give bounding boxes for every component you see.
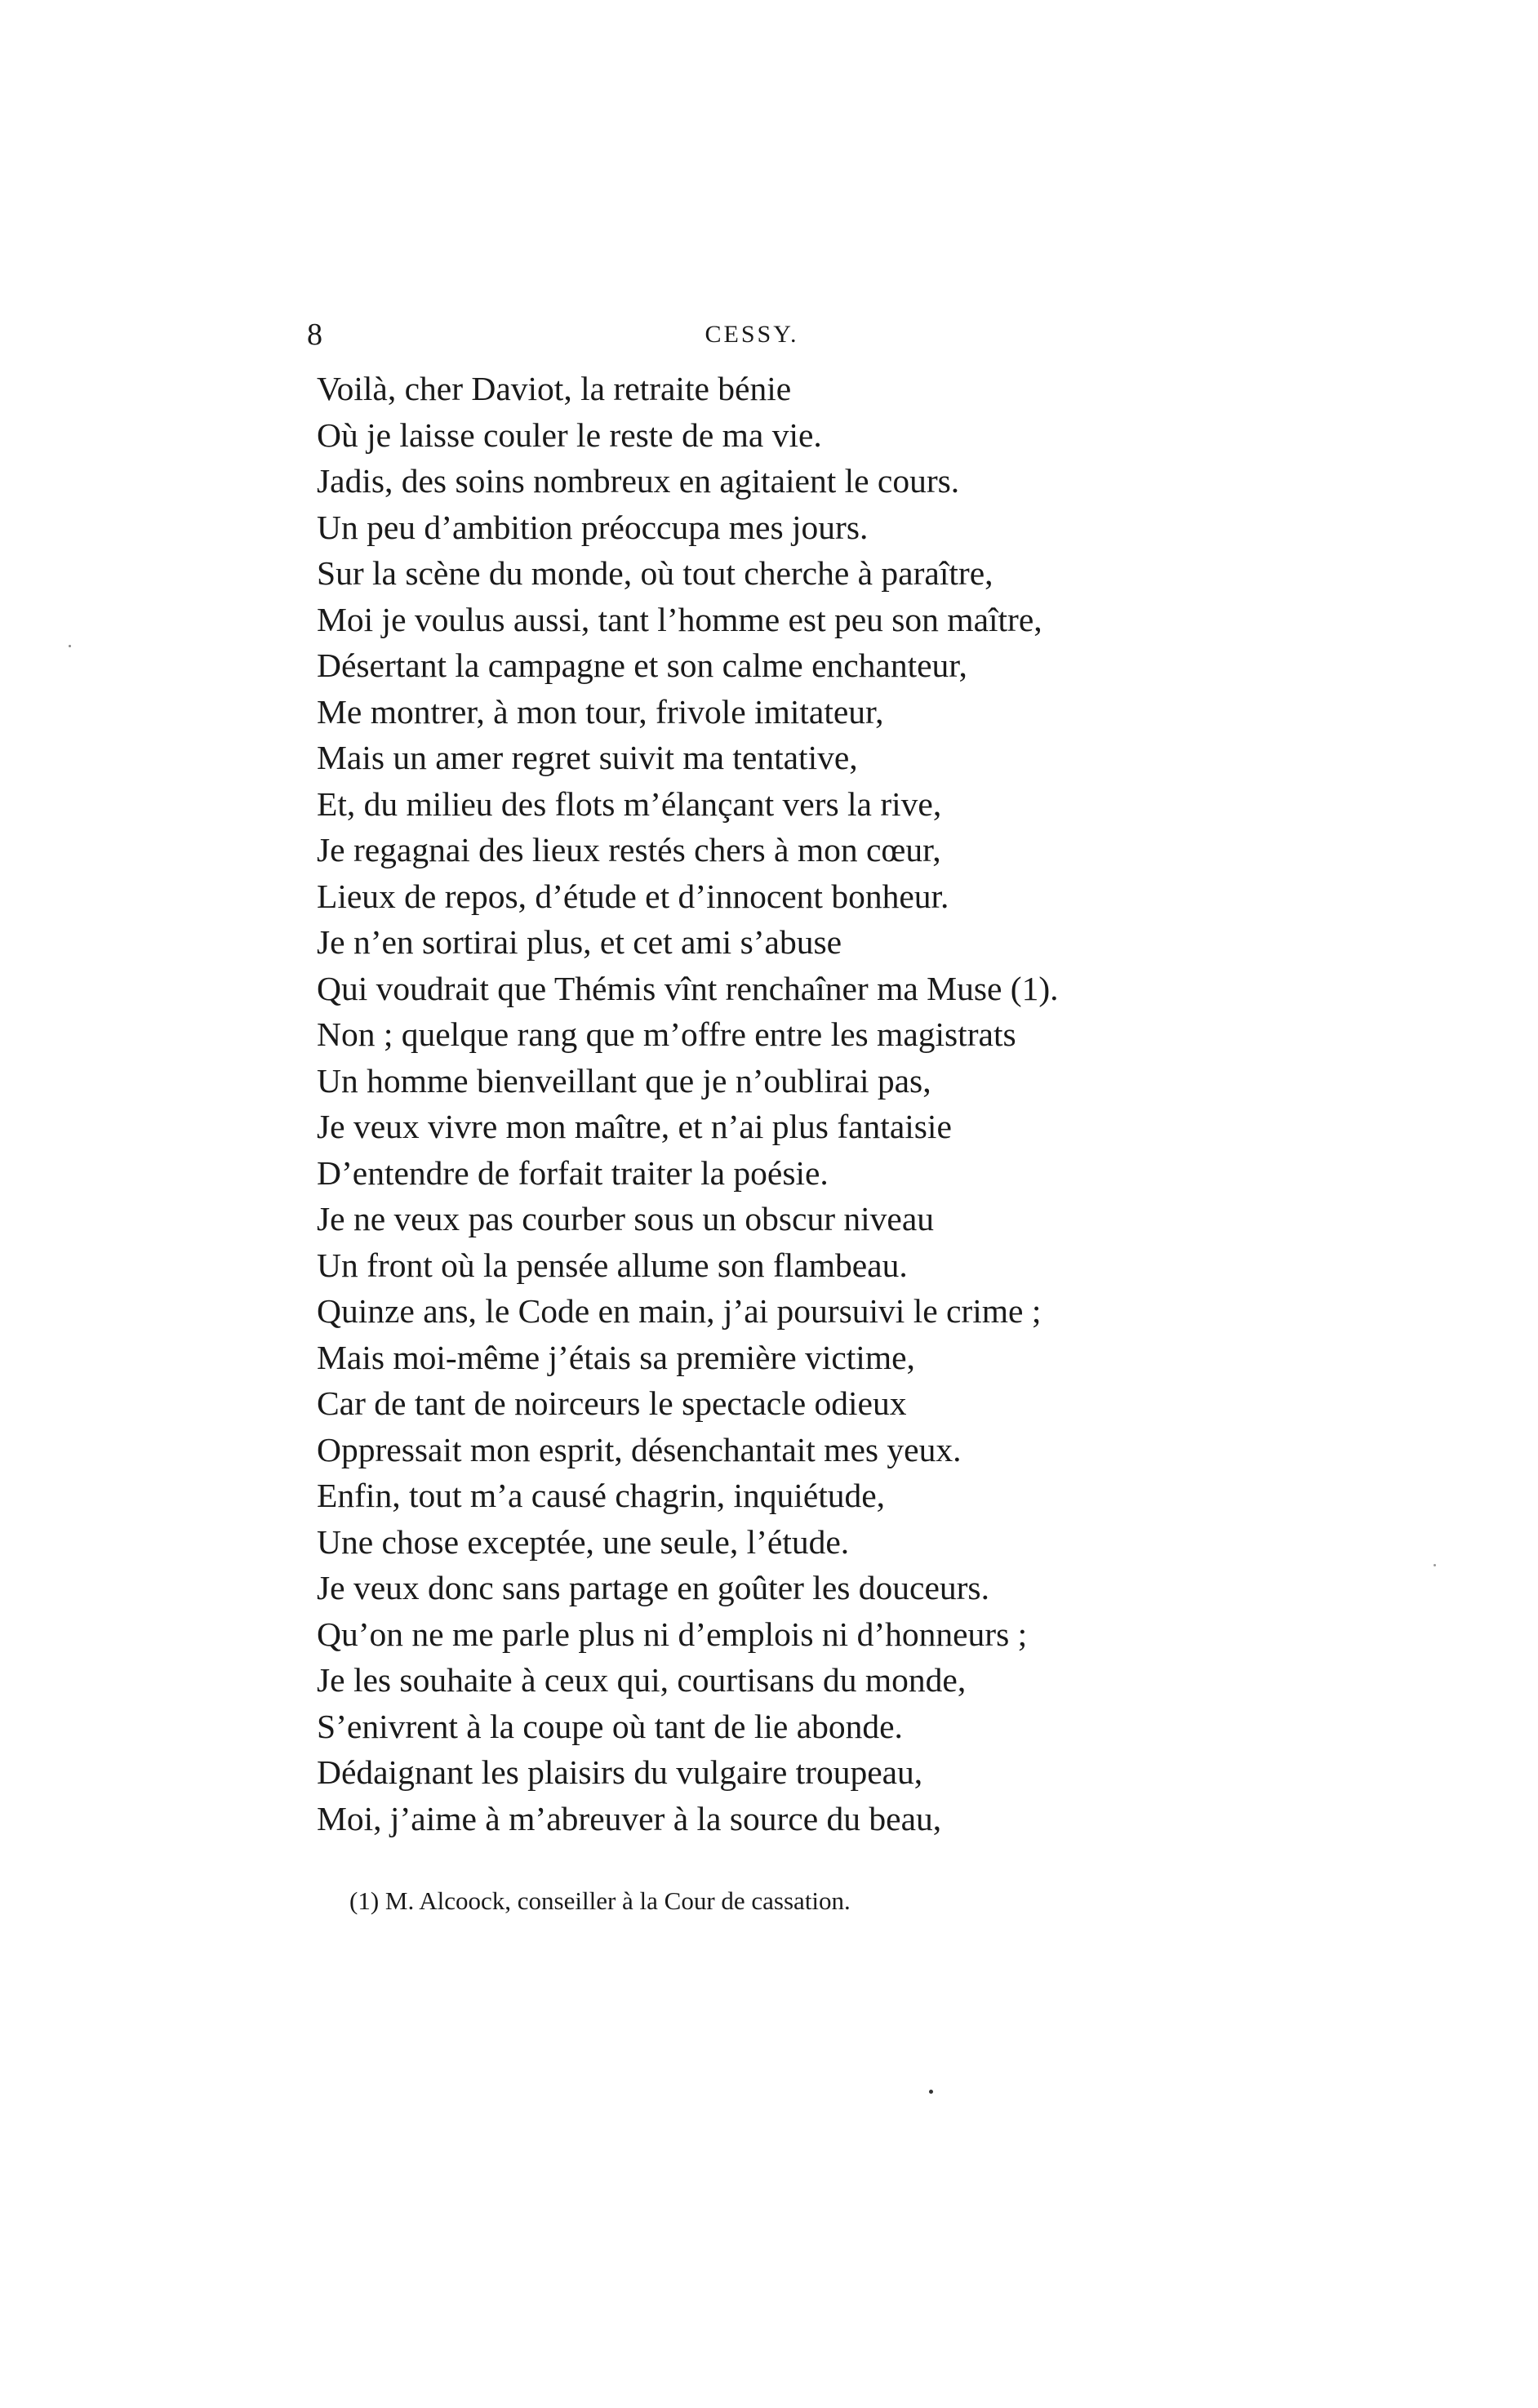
poem-line: Je veux donc sans partage en goûter les douceurs.	[317, 1569, 989, 1606]
poem-line: Je ne veux pas courber sous un obscur niveau	[317, 1200, 935, 1237]
poem-line: Une chose exceptée, une seule, l’étude.	[317, 1522, 850, 1561]
poem-line: Jadis, des soins nombreux en agitaient le cours.	[317, 462, 960, 500]
poem-line: Sur la scène du monde, où tout cherche à paraître,	[317, 554, 993, 592]
poem-line: Voilà, cher Daviot, la retraite bénie	[317, 370, 792, 407]
ink-speck	[1434, 1564, 1436, 1566]
poem-line: Dédaignant les plaisirs du vulgaire troupeau,	[317, 1753, 923, 1791]
poem-line: Non ; quelque rang que m’offre entre les magistrats	[317, 1015, 1016, 1053]
poem-line: Me montrer, à mon tour, frivole imitateur,	[317, 692, 884, 731]
poem-line: Qu’on ne me parle plus ni d’emplois ni d’honneurs ;	[317, 1615, 1028, 1653]
page-number: 8	[307, 318, 322, 352]
poem-line: Moi, j’aime à m’abreuver à la source du beau,	[317, 1799, 942, 1837]
poem-line: Un front où la pensée allume son flambeau.	[317, 1246, 908, 1284]
poem-line: Où je laisse couler le reste de ma vie.	[317, 415, 822, 454]
poem-line: Un homme bienveillant que je n’oublirai pas,	[317, 1061, 931, 1100]
poem-line: Enfin, tout m’a causé chagrin, inquiétude,	[317, 1477, 886, 1514]
poem-text	[317, 366, 1198, 1842]
running-title: CESSY.	[705, 321, 799, 348]
ink-speck	[929, 2090, 933, 2094]
poem-line: Car de tant de noirceurs le spectacle odieux	[317, 1384, 907, 1422]
page-header	[307, 314, 1246, 355]
poem-line: Je n’en sortirai plus, et cet ami s’abuse	[317, 923, 842, 961]
poem-line: Lieux de repos, d’étude et d’innocent bonheur.	[317, 877, 949, 915]
poem-line: Désertant la campagne et son calme enchanteur,	[317, 646, 967, 684]
poem-line: D’entendre de forfait traiter la poésie.	[317, 1153, 829, 1192]
poem-line: Qui voudrait que Thémis vînt renchaîner ma Muse (1).	[317, 969, 1059, 1007]
poem-line: Mais un amer regret suivit ma tentative,	[317, 739, 858, 776]
poem-line: S’enivrent à la coupe où tant de lie abonde.	[317, 1707, 903, 1745]
ink-speck	[69, 645, 71, 647]
poem-line: Je veux vivre mon maître, et n’ai plus fantaisie	[317, 1108, 952, 1145]
poem-line: Et, du milieu des flots m’élançant vers la rive,	[317, 784, 942, 823]
poem-line: Quinze ans, le Code en main, j’ai poursuivi le crime ;	[317, 1292, 1042, 1330]
poem-line: Un peu d’ambition préoccupa mes jours.	[317, 508, 869, 546]
poem-line: Moi je voulus aussi, tant l’homme est peu son maître,	[317, 600, 1042, 638]
poem-line: Je les souhaite à ceux qui, courtisans du monde,	[317, 1661, 967, 1699]
poem-line: Oppressait mon esprit, désenchantait mes yeux.	[317, 1430, 962, 1468]
footnote: (1) M. Alcoock, conseiller à la Cour de cassation.	[349, 1886, 851, 1915]
poem-line: Mais moi-même j’étais sa première victime,	[317, 1338, 915, 1376]
poem-line: Je regagnai des lieux restés chers à mon cœur,	[317, 831, 941, 869]
